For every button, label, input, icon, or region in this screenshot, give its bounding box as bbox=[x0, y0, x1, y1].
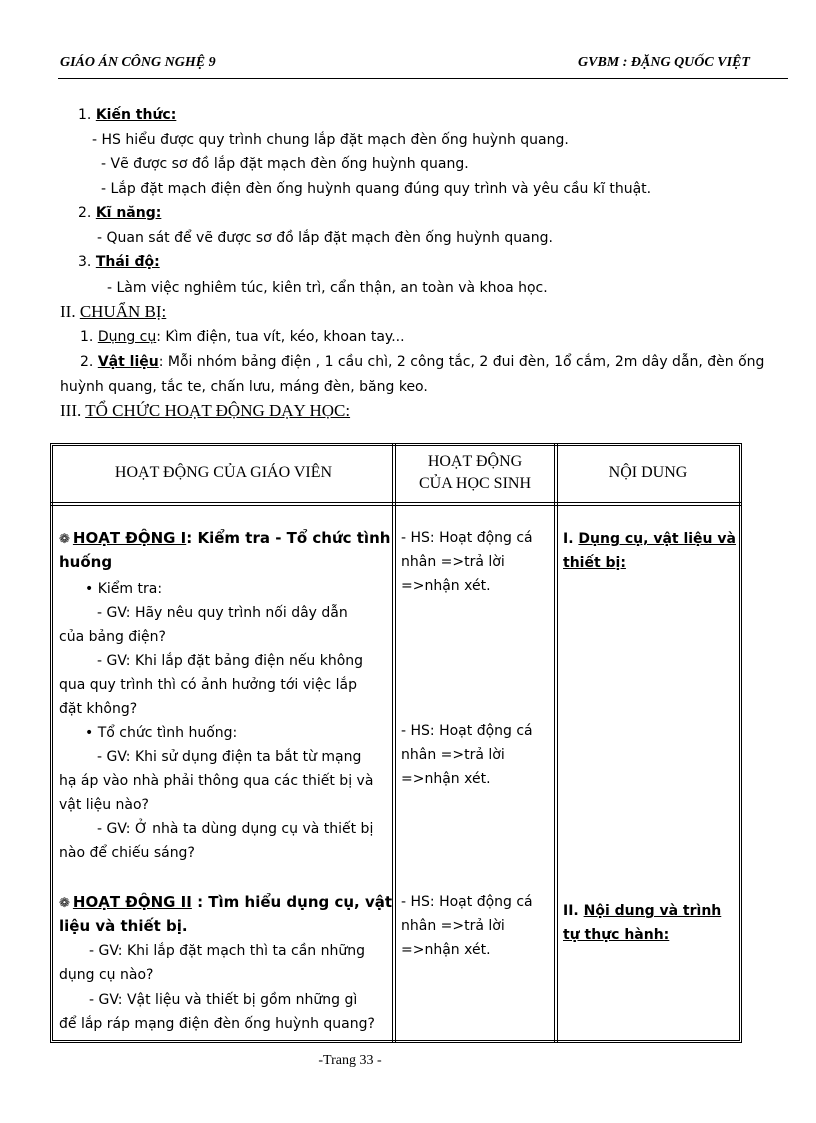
header-right: GVBM : ĐẶNG QUỐC VIỆT bbox=[578, 55, 750, 70]
skills-item-1: - Quan sát để vẽ được sơ đồ lắp đặt mạch đèn ống huỳnh quang. bbox=[97, 230, 553, 246]
activity2-content-line2: tự thực hành: bbox=[563, 927, 670, 943]
activity2-title-line2: liệu và thiết bị. bbox=[59, 917, 188, 935]
attitude-heading: 3. Thái độ: bbox=[78, 254, 160, 270]
activity2-title: ❁ HOẠT ĐỘNG II : Tìm hiểu dụng cụ, vật bbox=[59, 890, 392, 916]
preparation-heading: II. CHUẨN BỊ: bbox=[60, 302, 167, 321]
activity1-q4-line2: nào để chiếu sáng? bbox=[59, 845, 195, 861]
activity2-q1-line2: dụng cụ nào? bbox=[59, 967, 154, 983]
activity1-student2-line1: - HS: Hoạt động cá bbox=[401, 723, 533, 739]
table-divider-2 bbox=[554, 443, 558, 1043]
header-content: NỘI DUNG bbox=[608, 464, 688, 481]
bullet-dot-icon: • bbox=[85, 725, 94, 741]
header-teacher: HOẠT ĐỘNG CỦA GIÁO VIÊN bbox=[114, 464, 333, 481]
materials-line-1: 2. Vật liệu: Mỗi nhóm bảng điện , 1 cầu chì, 2 công tắc, 2 đui đèn, 1ổ cắm, 2m dây dẫn, đèn ống bbox=[80, 354, 765, 370]
flower-bullet-icon: ❁ bbox=[59, 896, 70, 911]
page-number: -Trang 33 - bbox=[318, 1053, 382, 1068]
activity1-title-line2: huống bbox=[59, 553, 113, 571]
activity1-q2-line3: đặt không? bbox=[59, 701, 138, 717]
activity1-check-bullet: • Kiểm tra: bbox=[85, 581, 163, 597]
activity2-q2-line2: để lắp ráp mạng điện đèn ống huỳnh quang? bbox=[59, 1016, 375, 1032]
activity1-q3-line3: vật liệu nào? bbox=[59, 797, 149, 813]
tools-line: 1. Dụng cụ: Kìm điện, tua vít, kéo, khoan tay... bbox=[80, 329, 405, 345]
activities-heading: III. TỔ CHỨC HOẠT ĐỘNG DẠY HỌC: bbox=[60, 401, 351, 420]
table-divider-1 bbox=[392, 443, 396, 1043]
activity1-student1-line1: - HS: Hoạt động cá bbox=[401, 530, 533, 546]
activity1-q3-line2: hạ áp vào nhà phải thông qua các thiết bị và bbox=[59, 773, 374, 789]
flower-bullet-icon: ❁ bbox=[59, 532, 70, 547]
attitude-item-1: - Làm việc nghiêm túc, kiên trì, cẩn thận, an toàn và khoa học. bbox=[107, 280, 548, 296]
knowledge-item-2: - Vẽ được sơ đồ lắp đặt mạch đèn ống huỳnh quang. bbox=[101, 156, 469, 172]
activity1-student2-line3: =>nhận xét. bbox=[401, 771, 491, 787]
activity2-q2-line1: - GV: Vật liệu và thiết bị gồm những gì bbox=[89, 992, 358, 1008]
knowledge-title: Kiến thức: bbox=[95, 107, 177, 123]
activity2-student-line1: - HS: Hoạt động cá bbox=[401, 894, 533, 910]
activity1-situation-bullet: • Tổ chức tình huống: bbox=[85, 725, 238, 741]
knowledge-item-1: - HS hiểu được quy trình chung lắp đặt mạch đèn ống huỳnh quang. bbox=[92, 132, 569, 148]
attitude-title: Thái độ: bbox=[95, 254, 160, 270]
activity1-q2-line1: - GV: Khi lắp đặt bảng điện nếu không bbox=[97, 653, 364, 669]
activity2-content-line1: II. Nội dung và trình bbox=[563, 903, 722, 919]
activity1-student1-line2: nhân =>trả lời bbox=[401, 554, 505, 570]
activity1-content-line2: thiết bị: bbox=[563, 555, 626, 571]
header-left: GIÁO ÁN CÔNG NGHỆ 9 bbox=[60, 55, 216, 70]
activity1-q4-line1: - GV: Ở nhà ta dùng dụng cụ và thiết bị bbox=[97, 821, 374, 837]
activities-title: TỔ CHỨC HOẠT ĐỘNG DẠY HỌC: bbox=[85, 401, 351, 420]
activity1-q1-line1: - GV: Hãy nêu quy trình nối dây dẫn bbox=[97, 605, 348, 621]
knowledge-heading: 1. Kiến thức: bbox=[78, 107, 177, 123]
activity2-student-line3: =>nhận xét. bbox=[401, 942, 491, 958]
skills-heading: 2. Kĩ năng: bbox=[78, 205, 162, 221]
activity1-student1-line3: =>nhận xét. bbox=[401, 578, 491, 594]
materials-line-2: huỳnh quang, tắc te, chấn lưu, máng đèn, băng keo. bbox=[60, 379, 428, 395]
bullet-dot-icon: • bbox=[85, 581, 94, 597]
activity1-student2-line2: nhân =>trả lời bbox=[401, 747, 505, 763]
activity2-student-line2: nhân =>trả lời bbox=[401, 918, 505, 934]
skills-title: Kĩ năng: bbox=[95, 205, 162, 221]
activity1-q3-line1: - GV: Khi sử dụng điện ta bắt từ mạng bbox=[97, 749, 362, 765]
activity1-q2-line2: qua quy trình thì có ảnh hưởng tới việc lắp bbox=[59, 677, 358, 693]
knowledge-item-3: - Lắp đặt mạch điện đèn ống huỳnh quang đúng quy trình và yêu cầu kĩ thuật. bbox=[101, 181, 652, 197]
activity1-content-line1: I. Dụng cụ, vật liệu và bbox=[563, 531, 736, 547]
activity1-title: ❁ HOẠT ĐỘNG I: Kiểm tra - Tổ chức tình bbox=[59, 526, 390, 552]
materials-label: Vật liệu bbox=[97, 354, 159, 370]
activity1-q1-line2: của bảng điện? bbox=[59, 629, 166, 645]
header-divider bbox=[58, 78, 788, 79]
table-header-divider bbox=[50, 502, 742, 506]
tools-label: Dụng cụ bbox=[97, 329, 157, 345]
header-student: HOẠT ĐỘNG CỦA HỌC SINH bbox=[418, 453, 531, 492]
preparation-title: CHUẨN BỊ: bbox=[79, 302, 167, 321]
activity2-q1-line1: - GV: Khi lắp đặt mạch thì ta cần những bbox=[89, 943, 365, 959]
